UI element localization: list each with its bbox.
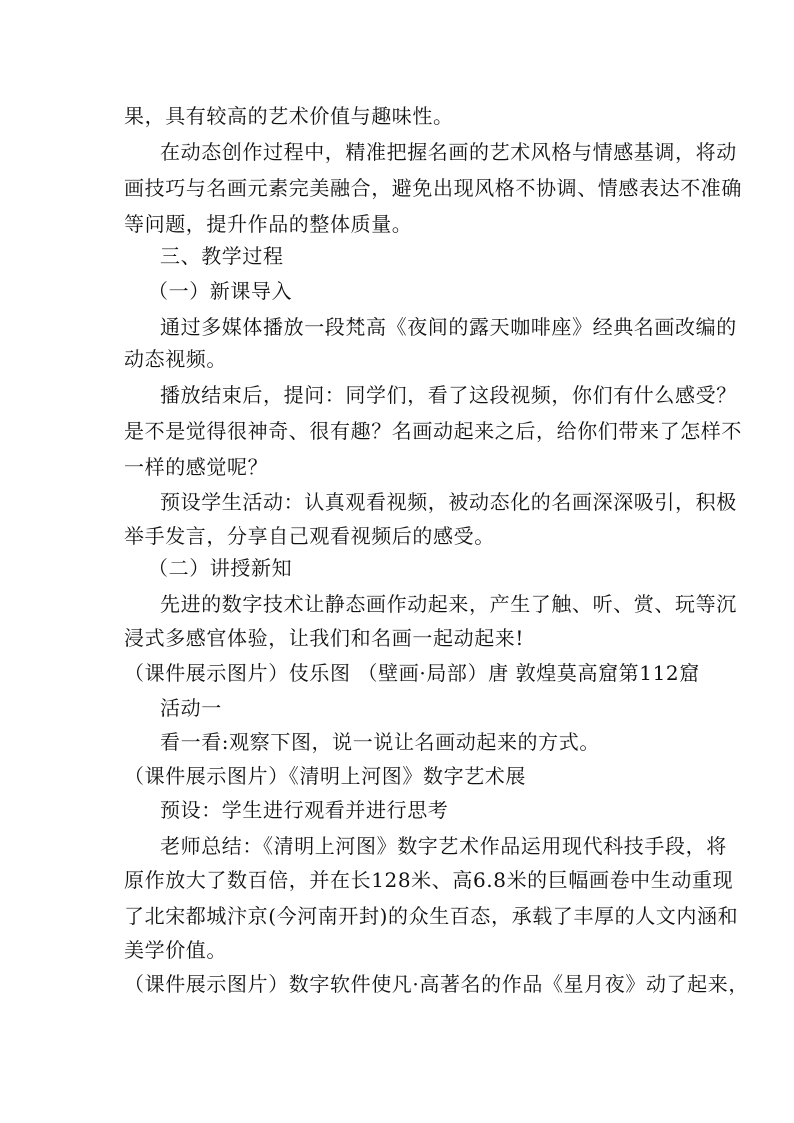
text-line: 举手发言，分享自己观看视频后的感受。 <box>124 524 495 548</box>
text-line: 画技巧与名画元素完美融合，避免出现风格不协调、情感表达不准确 <box>124 176 742 200</box>
text-line: 美学价值。 <box>124 938 227 962</box>
text-line: 看一看:观察下图，说一说让名画动起来的方式。 <box>160 730 600 754</box>
subsection-heading: （一）新课导入 <box>148 279 293 303</box>
text-line: 先进的数字技术让静态画作动起来，产生了触、听、赏、玩等沉 <box>160 592 737 616</box>
subsection-heading: （二）讲授新知 <box>148 556 293 580</box>
text-line: 果，具有较高的艺术价值与趣味性。 <box>124 104 454 128</box>
figure-caption: （课件展示图片）伎乐图 （壁画·局部）唐 敦煌莫高窟第112窟 <box>124 661 700 685</box>
text-line: 了北宋都城汴京(今河南开封)的众生百态，承载了丰厚的人文内涵和 <box>124 904 739 928</box>
text-line: 浸式多感官体验，让我们和名画一起动起来! <box>124 626 525 650</box>
text-line: 老师总结：《清明上河图》数字艺术作品运用现代科技手段，将 <box>160 834 727 858</box>
figure-caption: （课件展示图片）数字软件使凡·高著名的作品《星月夜》动了起来， <box>124 972 749 996</box>
text-line: 通过多媒体播放一段梵高《夜间的露天咖啡座》经典名画改编的 <box>160 315 737 339</box>
text-line: 原作放大了数百倍，并在长128米、高6.8米的巨幅画卷中生动重现 <box>124 868 734 892</box>
activity-heading: 活动一 <box>160 696 222 720</box>
text-line: 在动态创作过程中，精准把握名画的艺术风格与情感基调，将动 <box>160 140 737 164</box>
text-line: 一样的感觉呢？ <box>124 455 269 479</box>
text-line: 是不是觉得很神奇、很有趣？名画动起来之后，给你们带来了怎样不 <box>124 419 742 443</box>
section-heading: 三、教学过程 <box>160 244 284 268</box>
text-line: 动态视频。 <box>124 347 227 371</box>
text-line: 预设学生活动：认真观看视频，被动态化的名画深深吸引，积极 <box>160 490 737 514</box>
text-line: 预设：学生进行观看并进行思考 <box>160 798 449 822</box>
text-line: 等问题，提升作品的整体质量。 <box>124 212 413 236</box>
text-line: 播放结束后，提问：同学们，看了这段视频，你们有什么感受？ <box>160 383 737 407</box>
figure-caption: （课件展示图片）《清明上河图》数字艺术展 <box>124 764 526 788</box>
